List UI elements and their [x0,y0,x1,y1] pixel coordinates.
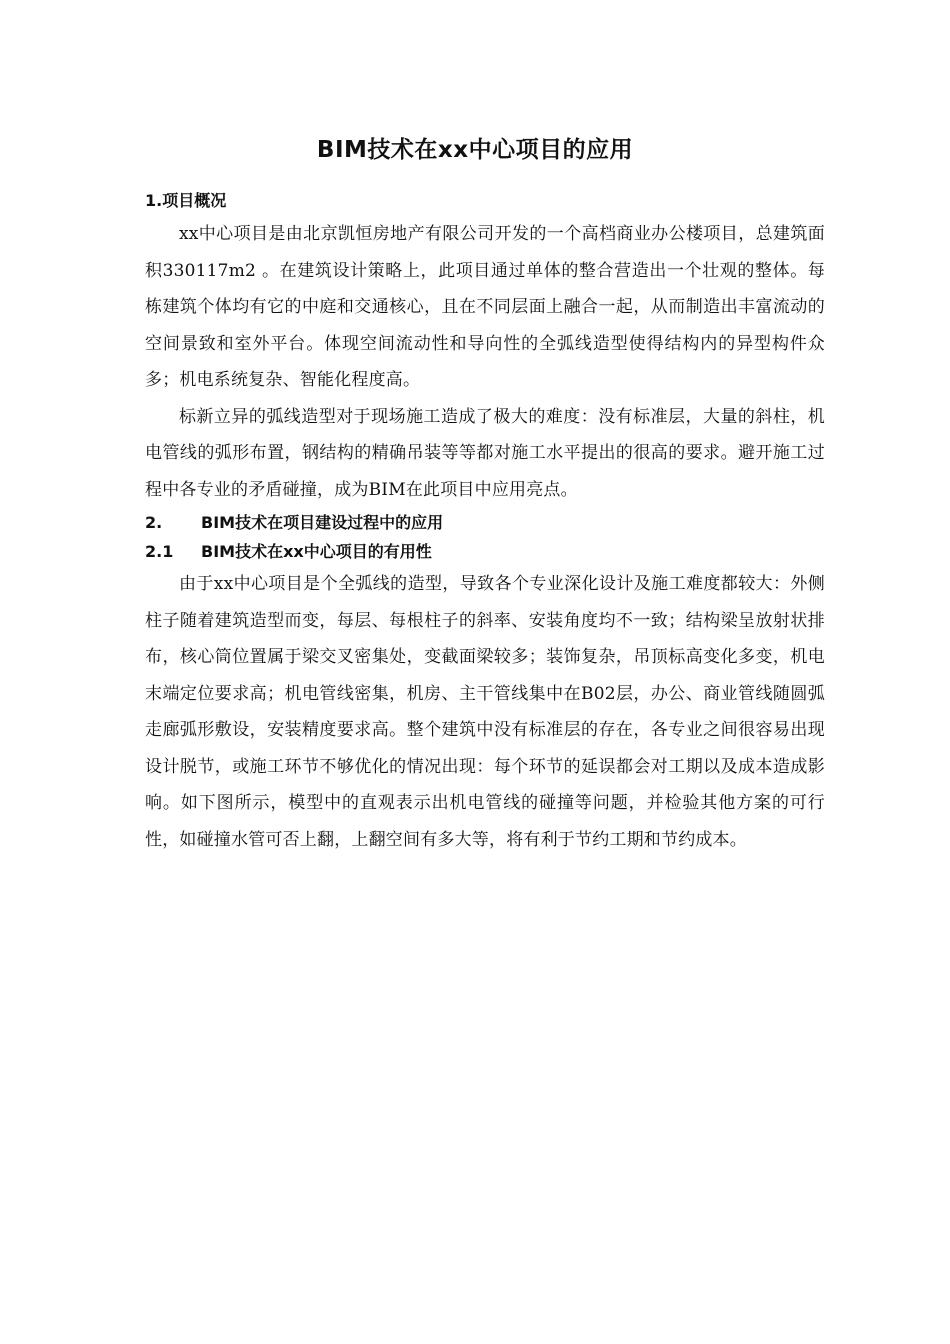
document-title: BIM技术在xx中心项目的应用 [316,137,634,163]
subsection-heading-usefulness [145,537,825,566]
paragraph-usefulness-1: 由于xx中心项目是个全弧线的造型，导致各个专业深化设计及施工难度都较大：外侧柱子随着建筑造型而变，每层、每根柱子的斜率、安装角度均不一致；结构梁呈放射状排布，核心筒位置属于梁交叉密集处，变截面梁较多；装饰复杂，吊顶标高变化多变，机电末端定位要求高；机电管线密集，机房、主干管线集中在B02层，办公、商业管线随圆弧走廊弧形敷设，安装精度要求高。整个建筑中没有标准层的存在，各专业之间很容易出现设计脱节，或施工环节不够优化的情况出现：每个环节的延误都会对工期以及成本造成影响。如下图所示，模型中的直观表示出机电管线的碰撞等问题，并检验其他方案的可行性，如碰撞水管可否上翻，上翻空间有多大等，将有利于节约工期和节约成本。 [145,574,825,850]
section-heading-overview: 1.项目概况 [145,191,227,210]
subsection-heading-text: BIM技术在xx中心项目的有用性 [201,542,432,561]
document-body [145,185,825,858]
section-heading-text: BIM技术在项目建设过程中的应用 [201,513,444,532]
section-heading-bim-application [145,508,825,537]
section-number: 2. [145,513,163,532]
paragraph-overview-2: 标新立异的弧线造型对于现场施工造成了极大的难度：没有标准层，大量的斜柱，机电管线的弧形布置，钢结构的精确吊装等等都对施工水平提出的很高的要求。避开施工过程中各专业的矛盾碰撞，成为BIM在此项目中应用亮点。 [145,406,825,500]
paragraph-overview-1: xx中心项目是由北京凯恒房地产有限公司开发的一个高档商业办公楼项目，总建筑面积330117m2 。在建筑设计策略上，此项目通过单体的整合营造出一个壮观的整体。每栋建筑个体均有它的中庭和交通核心，且在不同层面上融合一起，从而制造出丰富流动的空间景致和室外平台。体现空间流动性和导向性的全弧线造型使得结构内的异型构件众多；机电系统复杂、智能化程度高。 [145,224,825,390]
subsection-number: 2.1 [145,542,174,561]
